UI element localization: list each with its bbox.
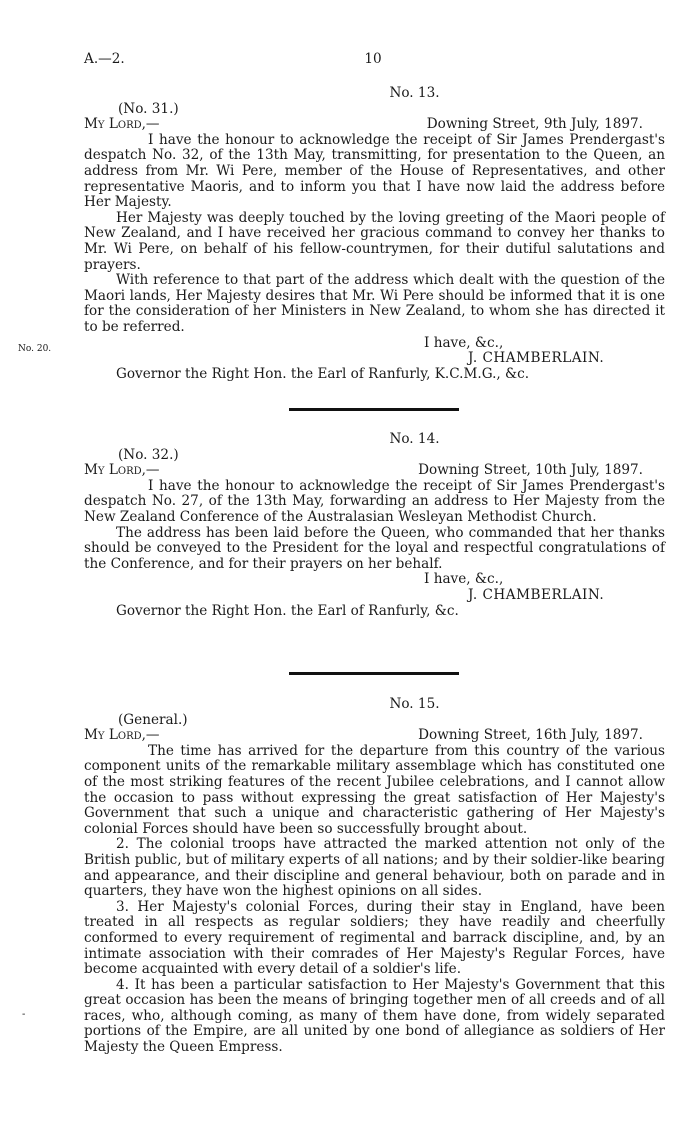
despatch-ref: (No. 32.) <box>118 446 179 463</box>
salutation-line <box>84 117 665 133</box>
despatch-no15 <box>84 697 665 1056</box>
section-divider <box>289 672 459 675</box>
paragraph: 2. The colonial troops have attracted the marked attention not only of the British public, but of military experts of all nations; and by their soldier-like bearing and appearance, and their discipline and general behaviour, both on parade and in quarters, they have won the highest opinions on all sides. <box>84 836 665 900</box>
margin-note-no20: No. 20. <box>18 344 52 354</box>
despatch-title: No. 14. <box>389 431 440 447</box>
address-date: Downing Street, 16th July, 1897. <box>418 727 643 744</box>
salutation-line <box>84 728 665 744</box>
despatch-no13 <box>84 86 665 382</box>
address-date: Downing Street, 9th July, 1897. <box>426 116 643 133</box>
salutation: My Lord,— <box>84 116 160 133</box>
paragraph: With reference to that part of the address which dealt with the question of the Maori lands, Her Majesty desires that Mr. Wi Pere should be informed that it is one for the consideration of her Ministers in New Zealand, to whom she has directed it to be referred. <box>84 272 665 335</box>
series-label: A.—2. <box>84 51 125 67</box>
paragraph: I have the honour to acknowledge the receipt of Sir James Prendergast's despatch No. 32, of the 13th May, transmitting, for presentation to the Queen, an address from Mr. Wi Pere, member of the House of Representatives, and other representative Maoris, and to inform you that I have now laid the address before Her Majesty. <box>84 131 665 211</box>
paragraph: I have the honour to acknowledge the receipt of Sir James Prendergast's despatch No. 27, of the 13th May, forwarding an address to Her Majesty from the New Zealand Conference of the Australasian Wesleyan Methodist Church. <box>84 477 665 525</box>
closing: I have, &c., <box>424 334 504 351</box>
salutation: My Lord,— <box>84 462 160 479</box>
page-number: 10 <box>364 51 382 67</box>
despatch-title: No. 13. <box>389 85 440 101</box>
addressee: Governor the Right Hon. the Earl of Ranfurly, &c. <box>116 602 459 619</box>
closing: I have, &c., <box>424 571 504 588</box>
addressee: Governor the Right Hon. the Earl of Ranfurly, K.C.M.G., &c. <box>116 365 530 382</box>
despatch-ref: (General.) <box>118 711 188 728</box>
despatch-ref: (No. 31.) <box>118 100 179 117</box>
despatch-title: No. 15. <box>389 696 440 712</box>
salutation: My Lord,— <box>84 727 160 744</box>
signature: J. CHAMBERLAIN. <box>468 586 605 603</box>
page-header <box>0 52 700 72</box>
salutation-line <box>84 463 665 479</box>
address-date: Downing Street, 10th July, 1897. <box>418 462 643 479</box>
margin-dash: - <box>22 1009 26 1020</box>
paragraph: The time has arrived for the departure from this country of the various component units of the remarkable military assemblage which has constituted one of the most striking features of the recent Jubilee celebrations, and I cannot allow the occasion to pass without expressing the great satisfaction of Her Majesty's Government that such a unique and characteristic gathering of Her Majesty's colonial Forces should have been so successfully brought about. <box>84 742 665 837</box>
section-divider <box>289 408 459 411</box>
signature: J. CHAMBERLAIN. <box>468 350 605 367</box>
despatch-no14 <box>84 432 665 619</box>
paragraph: The address has been laid before the Queen, who commanded that her thanks should be conveyed to the President for the loyal and respectful congratulations of the Conference, and for their prayers on her behalf. <box>84 524 665 572</box>
paragraph: 3. Her Majesty's colonial Forces, during their stay in England, have been treated in all respects as regular soldiers; they have readily and cheerfully conformed to every requirement of regimental and barrack discipline, and, by an intimate association with their comrades of Her Majesty's Regular Forces, have become acquainted with every detail of a soldier's life. <box>84 898 665 978</box>
paragraph: 4. It has been a particular satisfaction to Her Majesty's Government that this great occasion has been the means of bringing together men of all creeds and of all races, who, although coming, as many of them have done, from widely separated portions of the Empire, are all united by one bond of allegiance as soldiers of Her Majesty the Queen Empress. <box>84 976 665 1056</box>
paragraph: Her Majesty was deeply touched by the loving greeting of the Maori people of New Zealand, and I have received her gracious command to convey her thanks to Mr. Wi Pere, on behalf of his fellow-countrymen, for their dutiful salutations and prayers. <box>84 209 665 273</box>
